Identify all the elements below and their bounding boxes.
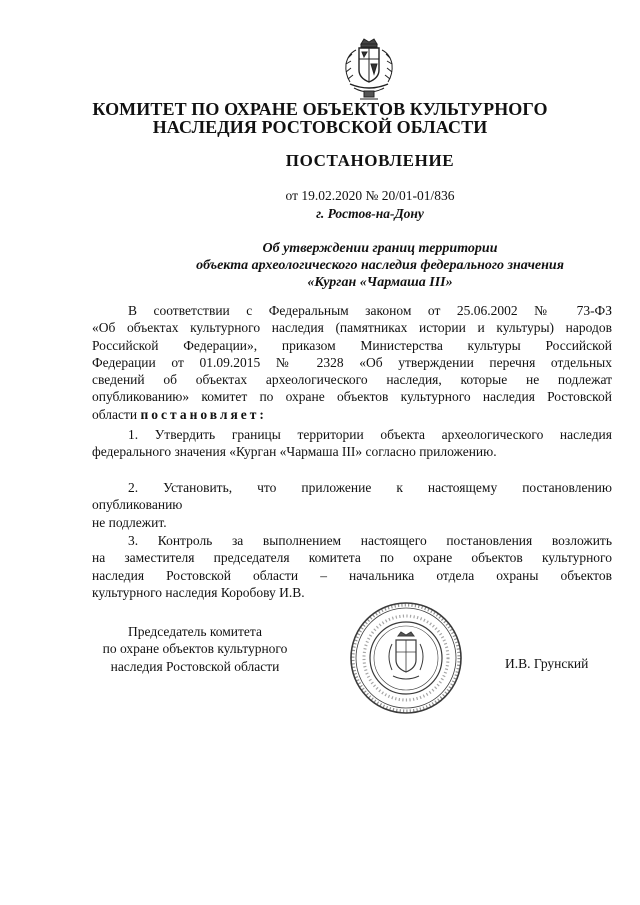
coat-of-arms-emblem [334, 36, 404, 104]
item-2-line: не подлежит. [92, 514, 167, 530]
item-3-line: на заместителя председателя комитета по охране объектов культурного [92, 550, 612, 566]
item-3-line: 3. Контроль за выполнением настоящего постановления возложить [128, 533, 612, 548]
document-city: г. Ростов-на-Дону [316, 206, 424, 221]
signatory-name: И.В. Грунский [505, 656, 589, 671]
item-1-line: федерального значения «Курган «Чармаша III» согласно приложению. [92, 444, 497, 460]
preamble-line: Федерации от 01.09.2015 № 2328 «Об утверждении перечня отдельных [92, 354, 612, 370]
preamble-line: опубликованию» комитет по охране объектов культурного наследия Ростовской [92, 389, 612, 405]
official-seal-stamp [348, 600, 464, 716]
preamble-paragraph [92, 302, 612, 423]
org-title-line-1: КОМИТЕТ ПО ОХРАНЕ ОБЪЕКТОВ КУЛЬТУРНОГО [92, 99, 548, 119]
item-2-line: опубликованию [92, 497, 183, 513]
preamble-line: В соответствии с Федеральным законом от 25.06.2002 № 73-ФЗ [128, 303, 612, 318]
position-line-1: Председатель комитета [128, 624, 262, 639]
item-3-paragraph [92, 532, 612, 601]
signatory-position [70, 623, 320, 675]
preamble-line: «Об объектах культурного наследия (памятниках истории и культуры) народов [92, 320, 612, 336]
item-3-line: наследия Ростовской области – начальника отдела охраны объектов [92, 567, 612, 583]
item-2-paragraph [92, 479, 612, 531]
item-2-line: 2. Установить, что приложение к настоящему постановлению [128, 480, 612, 495]
decree-word: постановляет: [140, 406, 267, 422]
subject-line-3: «Курган «Чармаша III» [307, 275, 453, 290]
position-line-3: наследия Ростовской области [110, 658, 280, 674]
item-3-line: культурного наследия Коробову И.В. [92, 584, 305, 600]
item-1-paragraph [92, 426, 612, 461]
position-line-2: по охране объектов культурного [102, 641, 288, 657]
subject-line-1: Об утверждении границ территории [262, 241, 498, 256]
preamble-line: Российской Федерации», приказом Министерства культуры Российской [92, 337, 612, 353]
document-type-heading: ПОСТАНОВЛЕНИЕ [285, 151, 455, 170]
document-subject [110, 240, 640, 291]
preamble-line: сведений об объектах археологического наследия, которые не подлежат [92, 372, 612, 388]
preamble-last-line [92, 406, 612, 423]
item-1-line: 1. Утвердить границы территории объекта археологического наследия [128, 427, 612, 442]
org-title-line-2: НАСЛЕДИЯ РОСТОВСКОЙ ОБЛАСТИ [152, 117, 488, 137]
preamble-last-prefix: области [92, 406, 138, 422]
document-date-number: от 19.02.2020 № 20/01-01/836 [285, 188, 455, 203]
organization-title [60, 100, 580, 136]
subject-line-2: объекта археологического наследия федерального значения [196, 258, 564, 273]
